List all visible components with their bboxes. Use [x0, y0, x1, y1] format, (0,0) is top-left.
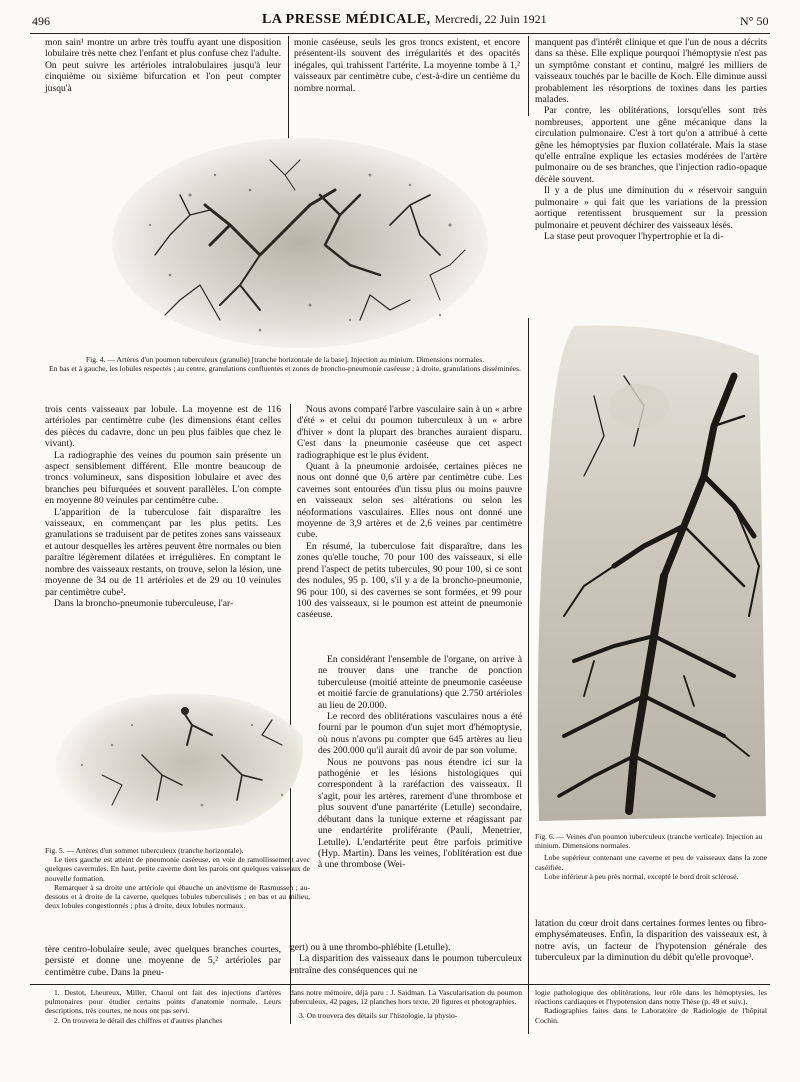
footnote: logie pathologique des oblitérations, leur rôle dans les hémoptysies, les réactions cardiaques et l'hypotension dans notre Thèse (p. 49 et suiv.). — [535, 988, 767, 1007]
caption-line: Lobe supérieur contenant une caverne et peu de vaisseaux dans la zone caséifiée. — [535, 853, 767, 872]
col2-wrap-text — [318, 654, 522, 871]
paragraph: tère centro-lobulaire seule, avec quelques branches courtes, persiste et donne une moyenne de 5,² artérioles par centimètre cube. Dans la pneu- — [45, 944, 281, 978]
footnote: 2. On trouvera le détail des chiffres et d'autres planches — [54, 1015, 223, 1025]
col3-top-text — [535, 37, 767, 242]
column-rule — [528, 318, 529, 1034]
paragraph: Dans la broncho-pneumonie tuberculeuse, l'ar- — [54, 597, 234, 609]
paragraph: mon sain¹ montre un arbre très touffu ayant une disposition lobulaire très nette chez l'enfant et plus confuse chez l'adulte. On peut suivre les artérioles intralobulaires jusqu'à leur cinquième ou sixième bifurcation et l'on peut compter jusqu'à — [45, 37, 281, 94]
col1-mid-text — [45, 404, 281, 609]
footnote: 1. Destot, Lheureux, Miller, Chaoul ont fait des injections d'artères pulmonaires pour étudier certains points d'anatomie normale. Leurs descriptions, très courtes, ne nous ont pas servi. — [45, 988, 281, 1016]
paragraph: La stase peut provoquer l'hypertrophie et la di- — [544, 230, 724, 242]
paragraph: Nous ne pouvons pas nous étendre ici sur la pathogénie et les lésions histologiques qui correspondent à la raréfaction des vaisseaux. Il s'agit, pour les artères, rarement d'une thrombose et plus souvent d'une panartérite (Letulle) secondaire, débutant dans la tunique externe et réagissant par une endartérite proliférante (Pauli, Menetrier, Letulle). L'endartérite peut être parfois primitive (Hyp. Martin). Dans les veines, l'oblitération est due à une thrombose (Wei- — [318, 756, 522, 871]
issue-date: Mercredi, 22 Juin 1921 — [434, 12, 547, 26]
column-rule — [528, 36, 529, 116]
footnote: 3. On trouvera des détails sur l'histologie, la physio- — [299, 1011, 458, 1021]
caption-line: Lobe inférieur à peu près normal, excepté le bord droit sclérosé. — [544, 871, 739, 881]
paragraph: Il y a de plus une diminution du « réservoir sanguin pulmonaire » qui fait que les variations de la pression aortique retentissent brusquement sur la pression pulmonaire et peuvent déchirer des vaisseaux lésés. — [535, 185, 767, 231]
col1-bottom-text — [45, 944, 281, 978]
header-rule — [30, 33, 770, 34]
figure-4-caption — [45, 355, 525, 373]
footnote: Radiographies faites dans le Laboratoire de Radiologie de l'hôpital Cochin. — [535, 1006, 767, 1025]
figure-6-radiograph — [534, 316, 770, 826]
caption-line: Le tiers gauche est atteint de pneumonie caséeuse, en voie de ramollissement avec quelques cavernules. En haut, petite caverne dont les parois ont quelques vaisseaux de nouvelle formation. — [45, 855, 310, 883]
figure-5-caption — [45, 846, 310, 910]
caption-line: Fig. 6. — Veines d'un poumon tuberculeux (tranche verticale). Injection au minium. Dimensions normales. — [535, 832, 763, 851]
footnotes-col1 — [45, 988, 281, 1025]
footnote-rule — [30, 984, 770, 985]
journal-title: LA PRESSE MÉDICALE, — [262, 12, 431, 27]
paragraph: En résumé, la tuberculose fait disparaître, dans les zones qu'elle touche, 70 pour 100 des vaisseaux, si elle prend l'aspect de petits tubercules, 90 pour 100, si ce sont des nodules, 95 p. 100, s'il y a de la broncho-pneumonie, 96 pour 100, si des cavernes se sont formées, et 99 pour 100 des vaisseaux, si le poumon est atteint de pneumonie caséeuse. — [297, 540, 522, 621]
paragraph: La radiographie des veines du poumon sain présente un aspect sensiblement différent. Elle montre beaucoup de troncs volumineux, sans disposition lobulaire et avec des branches peu bifurquées et souvent parallèles. L'on compte en moyenne 80 veinules par centimètre cube. — [45, 449, 281, 507]
col2-mid-text — [297, 404, 522, 621]
footnotes-col2 — [290, 988, 522, 1021]
paragraph: Par contre, les oblitérations, lorsqu'elles sont très nombreuses, apportent une gêne mécanique dans la circulation pulmonaire. C'est à tort qu'on a attribué à cette gêne les hémoptysies par fluxion collatérale. Mais la stase qu'elle entraîne explique les ectasies modérées de l'artère pulmonaire ou de ses branches, que l'injection radio-opaque décèle souvent. — [535, 105, 767, 185]
caption-line: Remarquer à sa droite une artériole qui ébauche un anévrisme de Rasmussen ; au-dessous et à droite de la caverne, quelques lobules tuberculisés ; en bas et au milieu, deux lobules congestionnés ; plus à droite, deux lobules normaux. — [45, 882, 310, 911]
footnote: dans notre mémoire, déjà paru : J. Saidman. La Vascularisation du poumon tuberculeux, 42 pages, 12 planches hors texte, 20 figures et photographies. — [290, 988, 522, 1007]
col3-bottom-text — [535, 918, 767, 964]
running-header — [262, 12, 547, 28]
paragraph: Nous avons comparé l'arbre vasculaire sain à un « arbre d'été » et celui du poumon tuberculeux à un « arbre d'hiver » dont la plupart des branches auraient disparu. C'est dans la pneumonie caséeuse que cet aspect radiographique est le plus évident. — [297, 404, 522, 461]
paragraph: La disparition des vaisseaux dans le poumon tuberculeux entraîne des conséquences qui ne — [290, 953, 522, 976]
caption-line: Fig. 5. — Artères d'un sommet tuberculeux (tranche horizontale). — [45, 846, 244, 855]
col2-tail-text — [290, 942, 522, 976]
footnotes-col3 — [535, 988, 767, 1025]
paragraph: latation du cœur droit dans certaines formes lentes ou fibro-emphysémateuses. Enfin, la disparition des vaisseaux est, à notre avis, un facteur de l'hypotension générale des tuberculeux par la diminution du débit qu'elle provoque³. — [535, 918, 767, 964]
paragraph: Le record des oblitérations vasculaires nous a été fourni par le poumon d'un sujet mort d'hémoptysie, où nous n'avons pu compter que 645 artères au lieu des 200.000 qu'il aurait dû avoir de par son volume. — [318, 711, 522, 757]
caption-line: Fig. 4. — Artères d'un poumon tuberculeux (granulie) [tranche horizontale de la base]. Injection au minium. Dimensions normales. — [85, 355, 485, 364]
figure-6-caption — [535, 832, 767, 881]
paragraph: Quant à la pneumonie ardoisée, certaines pièces ne nous ont donné que 0,6 artère par centimètre cube. Les cavernes sont entourées d'un tissu plus ou moins pauvre en vaisseaux selon ses altérations ou selon les néoformations vasculaires. Elles nous ont donné une moyenne de 3,9 artères et de 2,6 veines par centimètre cube. — [297, 461, 522, 541]
caption-line: En bas et à gauche, les lobules respectés ; au centre, granulations confluentes et zones de broncho-pneumonie caséeuse ; à droite, granulations disséminées. — [49, 364, 521, 374]
col1-top-text — [45, 37, 281, 94]
paragraph: L'apparition de la tuberculose fait disparaître les vaisseaux, en commençant par les plus petits. Les granulations se traduisent par de petites zones sans vaisseaux et autour desquelles les artères peuvent être normales ou bien paraître légèrement dilatées et irrégulières. En comptant le nombre des vaisseaux restants, on trouve, selon la lésion, une moyenne de 34 ou de 11 artérioles et de 29 ou 10 veinules par centimètre cube². — [45, 506, 281, 598]
paragraph: monie caséeuse, seuls les gros troncs existent, et encore présentent-ils souvent des irrégularités et des opacités inégales, qui trahissent l'artérite. La moyenne tombe à 1,² vaisseaux par centimètre cube, c'est-à-dire un centième du nombre normal. — [294, 37, 520, 94]
issue-number: N° 50 — [740, 14, 769, 28]
figure-4-radiograph — [110, 135, 490, 350]
paragraph: En considérant l'ensemble de l'organe, on arrive à ne trouver dans une tranche de ponction tuberculeuse (moitié atteinte de pneumonie caséeuse et moitié farcie de granulations) que 2.750 artérioles au lieu de 20.000. — [318, 654, 522, 711]
col2-top-text — [294, 37, 520, 94]
paragraph: trois cents vaisseaux par lobule. La moyenne est de 116 artérioles par centimètre cube (les dimensions étant celles des pièces du cadavre, donc un peu plus faibles que chez le vivant). — [45, 404, 281, 450]
figure-5-radiograph — [42, 665, 310, 840]
page-number: 496 — [32, 14, 50, 28]
paragraph: gert) ou à une thrombo-phlébite (Letulle). — [290, 942, 451, 953]
paragraph: manquent pas d'intérêt clinique et que l'un de nous a décrits dans sa thèse. Elle explique pourquoi l'hémoptysie n'est pas un symptôme constant et continu, malgré les milliers de vaisseaux touchés par le bacille de Koch. Elle diminue aussi probablement les résorptions de toxines dans les parties malades. — [535, 37, 767, 106]
